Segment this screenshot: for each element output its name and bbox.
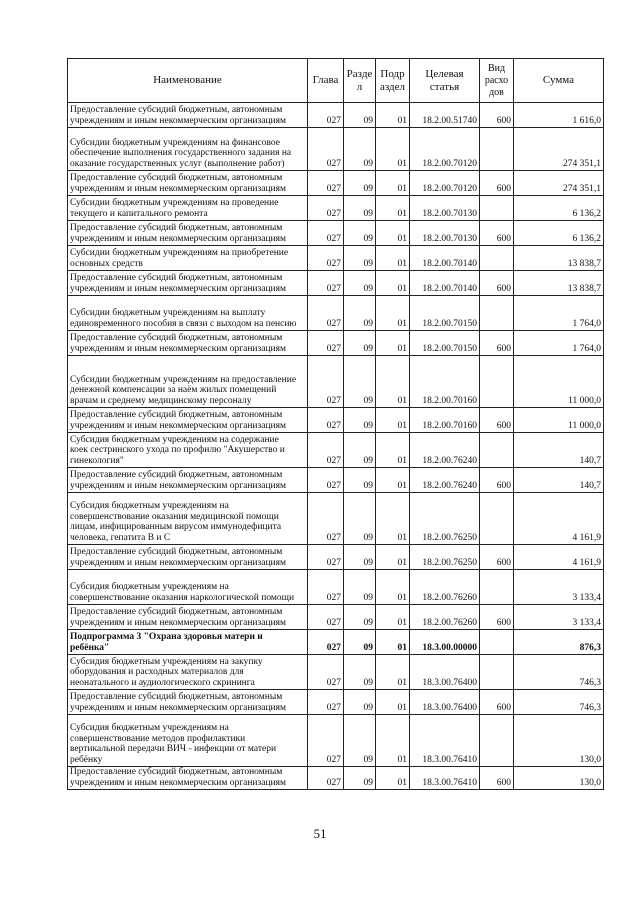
cell-sum: 746,3 [514, 690, 604, 715]
cell-chapter: 027 [308, 128, 344, 171]
cell-sum: 1 764,0 [514, 296, 604, 331]
cell-name: Предоставление субсидий бюджетным, автономным учреждениям и иным некоммерческим организациям [68, 767, 308, 790]
cell-subsection: 01 [376, 408, 410, 433]
cell-section: 09 [344, 545, 376, 570]
cell-subsection: 01 [376, 767, 410, 790]
cell-section: 09 [344, 221, 376, 246]
cell-expense-type: 600 [480, 690, 514, 715]
cell-section: 09 [344, 570, 376, 605]
table-row [68, 715, 604, 767]
cell-target: 18.2.00.76260 [410, 570, 480, 605]
cell-subsection: 01 [376, 331, 410, 356]
cell-section: 09 [344, 196, 376, 221]
cell-section: 09 [344, 468, 376, 493]
cell-sum: 3 133,4 [514, 605, 604, 630]
cell-expense-type [480, 715, 514, 767]
cell-section: 09 [344, 715, 376, 767]
cell-sum: 1 764,0 [514, 331, 604, 356]
cell-expense-type [480, 433, 514, 468]
table-row [68, 246, 604, 271]
cell-name: Субсидия бюджетным учреждениям на совершенствование оказания наркологической помощи [68, 570, 308, 605]
table-row [68, 331, 604, 356]
cell-chapter: 027 [308, 715, 344, 767]
cell-sum: 1 616,0 [514, 103, 604, 128]
cell-chapter: 027 [308, 433, 344, 468]
table-row [68, 221, 604, 246]
cell-section: 09 [344, 433, 376, 468]
cell-target: 18.2.00.76260 [410, 605, 480, 630]
cell-sum: 274 351,1 [514, 128, 604, 171]
cell-subsection: 01 [376, 690, 410, 715]
cell-subsection: 01 [376, 570, 410, 605]
cell-sum: 11 000,0 [514, 356, 604, 408]
column-header-sum: Сумма [514, 59, 604, 103]
cell-subsection: 01 [376, 545, 410, 570]
cell-sum: 130,0 [514, 767, 604, 790]
cell-subsection: 01 [376, 128, 410, 171]
cell-name: Предоставление субсидий бюджетным, автономным учреждениям и иным некоммерческим организациям [68, 468, 308, 493]
cell-subsection: 01 [376, 271, 410, 296]
cell-sum: 11 000,0 [514, 408, 604, 433]
cell-section: 09 [344, 690, 376, 715]
cell-expense-type: 600 [480, 103, 514, 128]
cell-expense-type: 600 [480, 605, 514, 630]
cell-chapter: 027 [308, 690, 344, 715]
cell-name: Предоставление субсидий бюджетным, автономным учреждениям и иным некоммерческим организациям [68, 171, 308, 196]
cell-expense-type: 600 [480, 545, 514, 570]
table-row [68, 493, 604, 545]
cell-sum: 13 838,7 [514, 271, 604, 296]
cell-target: 18.2.00.70130 [410, 196, 480, 221]
cell-section: 09 [344, 171, 376, 196]
column-header-target: Целевая статья [410, 59, 480, 103]
cell-chapter: 027 [308, 493, 344, 545]
cell-target: 18.2.00.70120 [410, 171, 480, 196]
table-header-row [68, 59, 604, 103]
table-row [68, 196, 604, 221]
cell-chapter: 027 [308, 171, 344, 196]
cell-name: Предоставление субсидий бюджетным, автономным учреждениям и иным некоммерческим организациям [68, 408, 308, 433]
cell-name: Предоставление субсидий бюджетным, автономным учреждениям и иным некоммерческим организациям [68, 331, 308, 356]
cell-target: 18.3.00.76400 [410, 690, 480, 715]
cell-name: Предоставление субсидий бюджетным, автономным учреждениям и иным некоммерческим организациям [68, 605, 308, 630]
cell-subsection: 01 [376, 221, 410, 246]
cell-section: 09 [344, 331, 376, 356]
cell-subsection: 01 [376, 296, 410, 331]
cell-expense-type: 600 [480, 221, 514, 246]
cell-subsection: 01 [376, 655, 410, 690]
cell-section: 09 [344, 630, 376, 655]
cell-subsection: 01 [376, 433, 410, 468]
cell-name: Предоставление субсидий бюджетным, автономным учреждениям и иным некоммерческим организациям [68, 221, 308, 246]
cell-expense-type: 600 [480, 331, 514, 356]
cell-expense-type [480, 493, 514, 545]
cell-section: 09 [344, 271, 376, 296]
cell-chapter: 027 [308, 103, 344, 128]
cell-subsection: 01 [376, 196, 410, 221]
page-number: 51 [313, 826, 327, 841]
cell-sum: 130,0 [514, 715, 604, 767]
column-header-chapter: Глава [308, 59, 344, 103]
cell-section: 09 [344, 128, 376, 171]
cell-subsection: 01 [376, 493, 410, 545]
cell-name: Подпрограмма 3 "Охрана здоровья матери и ребёнка" [68, 630, 308, 655]
cell-chapter: 027 [308, 767, 344, 790]
cell-target: 18.2.00.76240 [410, 468, 480, 493]
cell-chapter: 027 [308, 408, 344, 433]
cell-name: Предоставление субсидий бюджетным, автономным учреждениям и иным некоммерческим организациям [68, 690, 308, 715]
cell-sum: 6 136,2 [514, 196, 604, 221]
cell-name: Субсидия бюджетным учреждениям на закупку оборудования и расходных материалов для неонатального и аудиологического скрининга [68, 655, 308, 690]
cell-expense-type [480, 128, 514, 171]
cell-target: 18.2.00.70140 [410, 271, 480, 296]
cell-target: 18.2.00.70140 [410, 246, 480, 271]
table-row [68, 171, 604, 196]
table-row [68, 767, 604, 790]
cell-section: 09 [344, 408, 376, 433]
cell-sum: 13 838,7 [514, 246, 604, 271]
table-row [68, 356, 604, 408]
cell-chapter: 027 [308, 246, 344, 271]
cell-target: 18.2.00.70160 [410, 408, 480, 433]
cell-chapter: 027 [308, 630, 344, 655]
cell-chapter: 027 [308, 221, 344, 246]
cell-sum: 140,7 [514, 433, 604, 468]
cell-name: Субсидии бюджетным учреждениям на выплату единовременного пособия в связи с выходом на пенсию [68, 296, 308, 331]
cell-name: Субсидии бюджетным учреждениям на предоставление денежной компенсации за наём жилых помещений врачам и среднему медицинскому персоналу [68, 356, 308, 408]
cell-section: 09 [344, 655, 376, 690]
cell-target: 18.3.00.76400 [410, 655, 480, 690]
cell-sum: 876,3 [514, 630, 604, 655]
cell-expense-type [480, 356, 514, 408]
cell-sum: 140,7 [514, 468, 604, 493]
cell-target: 18.2.00.70160 [410, 356, 480, 408]
cell-name: Субсидии бюджетным учреждениям на приобретение основных средств [68, 246, 308, 271]
cell-target: 18.3.00.00000 [410, 630, 480, 655]
cell-expense-type [480, 630, 514, 655]
cell-target: 18.3.00.76410 [410, 715, 480, 767]
cell-section: 09 [344, 356, 376, 408]
cell-subsection: 01 [376, 171, 410, 196]
column-header-expense-type: Вид расхо дов [480, 59, 514, 103]
cell-sum: 3 133,4 [514, 570, 604, 605]
cell-section: 09 [344, 246, 376, 271]
cell-expense-type: 600 [480, 468, 514, 493]
cell-sum: 4 161,9 [514, 493, 604, 545]
cell-name: Субсидии бюджетным учреждениям на финансовое обеспечение выполнения государственного задания на оказание государственных услуг (выполнение работ) [68, 128, 308, 171]
cell-subsection: 01 [376, 468, 410, 493]
cell-target: 18.2.00.76240 [410, 433, 480, 468]
cell-section: 09 [344, 296, 376, 331]
cell-chapter: 027 [308, 271, 344, 296]
cell-name: Субсидия бюджетным учреждениям на совершенствование оказания медицинской помощи лицам, инфицированным вирусом иммунодефицита человека, гепатита В и С [68, 493, 308, 545]
table-row [68, 545, 604, 570]
cell-section: 09 [344, 493, 376, 545]
cell-expense-type [480, 296, 514, 331]
cell-target: 18.2.00.70150 [410, 331, 480, 356]
cell-section: 09 [344, 605, 376, 630]
cell-sum: 4 161,9 [514, 545, 604, 570]
cell-chapter: 027 [308, 331, 344, 356]
cell-subsection: 01 [376, 605, 410, 630]
table-row [68, 655, 604, 690]
cell-sum: 6 136,2 [514, 221, 604, 246]
cell-chapter: 027 [308, 655, 344, 690]
budget-table [67, 58, 604, 790]
cell-expense-type: 600 [480, 171, 514, 196]
table-row [68, 630, 604, 655]
cell-sum: 746,3 [514, 655, 604, 690]
cell-expense-type: 600 [480, 271, 514, 296]
cell-expense-type [480, 246, 514, 271]
table-row [68, 128, 604, 171]
cell-expense-type: 600 [480, 767, 514, 790]
cell-subsection: 01 [376, 715, 410, 767]
cell-chapter: 027 [308, 605, 344, 630]
cell-name: Субсидии бюджетным учреждениям на проведение текущего и капитального ремонта [68, 196, 308, 221]
cell-target: 18.2.00.70120 [410, 128, 480, 171]
cell-name: Субсидия бюджетным учреждениям на содержание коек сестринского ухода по профилю "Акушерство и гинекология" [68, 433, 308, 468]
cell-section: 09 [344, 767, 376, 790]
table-row [68, 433, 604, 468]
table-row [68, 570, 604, 605]
cell-expense-type [480, 655, 514, 690]
cell-chapter: 027 [308, 196, 344, 221]
cell-subsection: 01 [376, 630, 410, 655]
column-header-subsection: Подр аздел [376, 59, 410, 103]
table-row [68, 690, 604, 715]
cell-subsection: 01 [376, 103, 410, 128]
cell-target: 18.2.00.76250 [410, 545, 480, 570]
table-row [68, 296, 604, 331]
cell-chapter: 027 [308, 545, 344, 570]
cell-target: 18.2.00.70130 [410, 221, 480, 246]
cell-expense-type [480, 570, 514, 605]
cell-expense-type: 600 [480, 408, 514, 433]
cell-chapter: 027 [308, 296, 344, 331]
cell-name: Субсидия бюджетным учреждениям на совершенствование методов профилактики вертикальной передачи ВИЧ - инфекции от матери ребёнку [68, 715, 308, 767]
cell-chapter: 027 [308, 570, 344, 605]
cell-chapter: 027 [308, 468, 344, 493]
cell-subsection: 01 [376, 246, 410, 271]
table-row [68, 605, 604, 630]
cell-target: 18.3.00.76410 [410, 767, 480, 790]
table-row [68, 408, 604, 433]
cell-subsection: 01 [376, 356, 410, 408]
column-header-section: Разде л [344, 59, 376, 103]
cell-name: Предоставление субсидий бюджетным, автономным учреждениям и иным некоммерческим организациям [68, 103, 308, 128]
cell-sum: 274 351,1 [514, 171, 604, 196]
cell-name: Предоставление субсидий бюджетным, автономным учреждениям и иным некоммерческим организациям [68, 545, 308, 570]
column-header-name: Наименование [68, 59, 308, 103]
cell-section: 09 [344, 103, 376, 128]
cell-target: 18.2.00.76250 [410, 493, 480, 545]
cell-name: Предоставление субсидий бюджетным, автономным учреждениям и иным некоммерческим организациям [68, 271, 308, 296]
table-row [68, 468, 604, 493]
cell-expense-type [480, 196, 514, 221]
cell-target: 18.2.00.51740 [410, 103, 480, 128]
table-row [68, 103, 604, 128]
cell-chapter: 027 [308, 356, 344, 408]
table-row [68, 271, 604, 296]
cell-target: 18.2.00.70150 [410, 296, 480, 331]
